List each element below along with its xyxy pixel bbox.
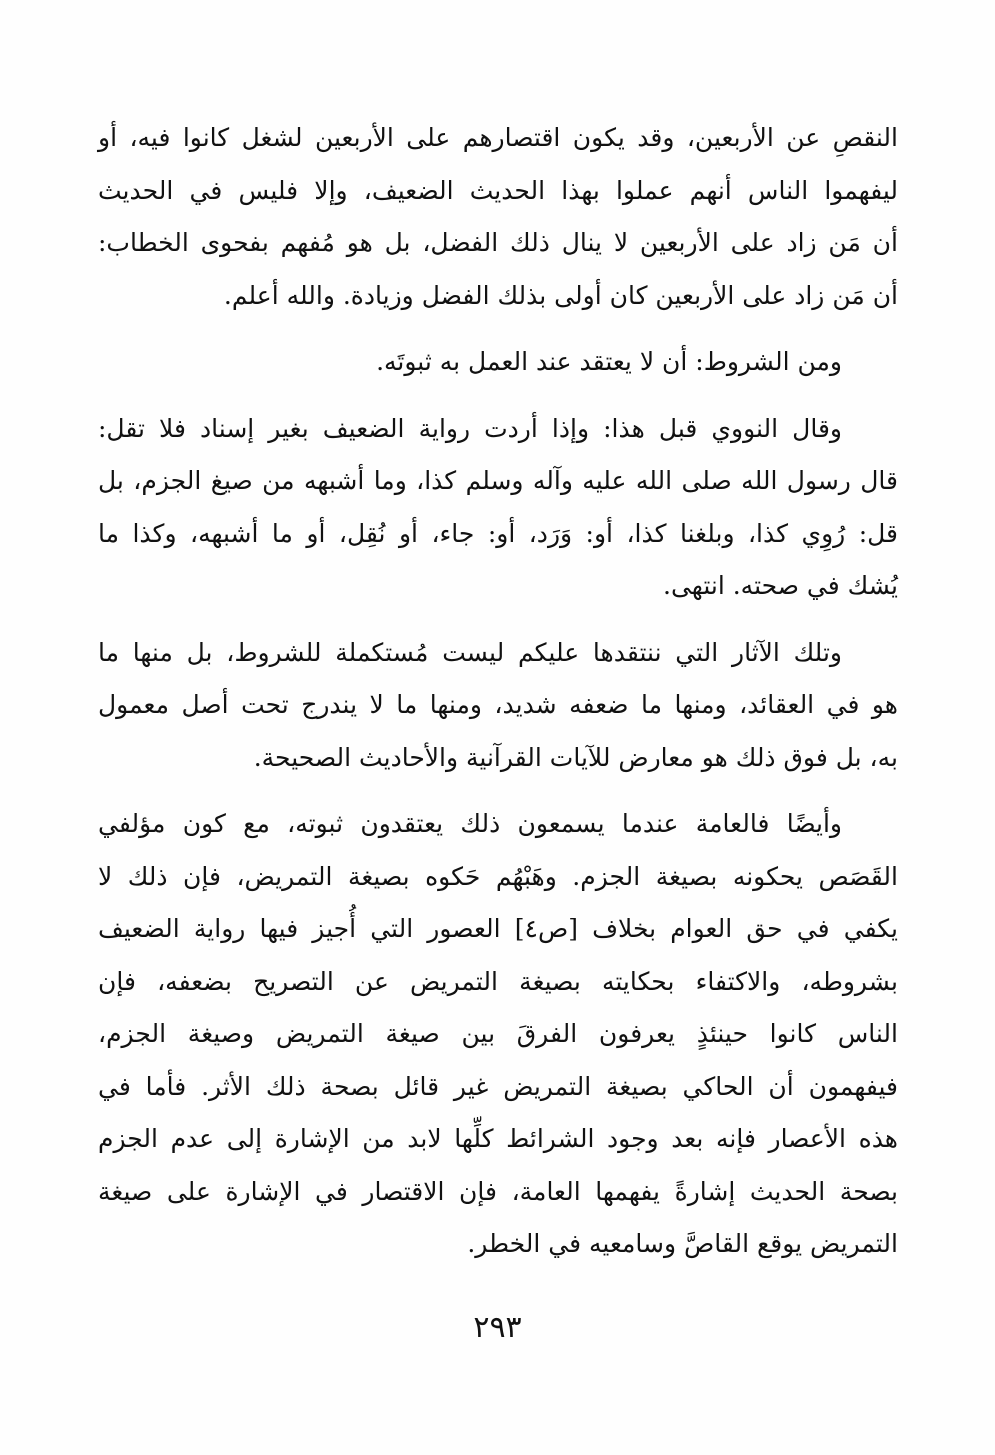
text-line-content: وتلك الآثار التي ننتقدها عليكم ليست مُستكملة للشروط، بل منها ما <box>98 637 842 667</box>
page-number: ٢٩٣ <box>473 1310 522 1345</box>
text-line: قل: رُوِي كذا، وبلغنا كذا، أو: وَرَد، أو: جاء، أو نُقِل، أو ما أشبهه، وكذا ما <box>98 518 898 548</box>
paragraph-3 <box>98 403 898 613</box>
text-line: أن مَن زاد على الأربعين كان أولى بذلك الفضل وزيادة. والله أعلم. <box>223 280 898 310</box>
text-line-content: وقال النووي قبل هذا: وإذا أردت رواية الضعيف بغير إسناد فلا تقل: <box>98 413 842 443</box>
body-text <box>98 112 898 1271</box>
paragraph-4 <box>98 627 898 785</box>
text-line: الناس كانوا حينئذٍ يعرفون الفرقَ بين صيغة التمريض وصيغة الجزم، <box>98 1019 898 1048</box>
paragraph-5 <box>98 798 898 1271</box>
text-line: هو في العقائد، ومنها ما ضعفه شديد، ومنها ما لا يندرج تحت أصل معمول <box>98 690 898 719</box>
text-line <box>98 798 898 851</box>
text-line: التمريض يوقع القاصَّ وسامعيه في الخطر. <box>467 1229 898 1258</box>
text-line-content: ومن الشروط: أن لا يعتقد عند العمل به ثبوتَه. <box>376 347 842 376</box>
text-line <box>98 336 898 389</box>
text-line: هذه الأعصار فإنه بعد وجود الشرائط كلِّها لابد من الإشارة إلى عدم الجزم <box>98 1124 898 1153</box>
text-line: القَصَص يحكونه بصيغة الجزم. وهَبْهُم حَكوه بصيغة التمريض، فإن ذلك لا <box>98 861 898 891</box>
text-line: فيفهمون أن الحاكي بصيغة التمريض غير قائل بصحة ذلك الأثر. فأما في <box>98 1071 898 1101</box>
text-line-content: وأيضًا فالعامة عندما يسمعون ذلك يعتقدون ثبوته، مع كون مؤلفي <box>98 809 842 838</box>
paragraph-2 <box>98 336 898 389</box>
text-line: النقصِ عن الأربعين، وقد يكون اقتصارهم على الأربعين لشغل كانوا فيه، أو <box>98 123 898 152</box>
text-line <box>98 403 898 456</box>
text-line <box>98 627 898 680</box>
paragraph-1 <box>98 112 898 322</box>
text-line: بشروطه، والاكتفاء بحكايته بصيغة التمريض عن التصريح بضعفه، فإن <box>98 966 898 996</box>
text-line: يكفي في حق العوام بخلاف [ص٤] العصور التي أُجيز فيها رواية الضعيف <box>98 914 898 943</box>
text-line: يُشك في صحته. انتهى. <box>663 571 898 600</box>
text-line: ليفهموا الناس أنهم عملوا بهذا الحديث الضعيف، وإلا فليس في الحديث <box>98 175 898 205</box>
text-line: بصحة الحديث إشارةً يفهمها العامة، فإن الاقتصار في الإشارة على صيغة <box>98 1176 898 1206</box>
text-line: به، بل فوق ذلك هو معارض للآيات القرآنية والأحاديث الصحيحة. <box>253 742 898 772</box>
text-line: أن مَن زاد على الأربعين لا ينال ذلك الفضل، بل هو مُفهم بفحوى الخطاب: <box>98 228 898 257</box>
text-line: قال رسول الله صلى الله عليه وآله وسلم كذا، وما أشبهه من صيغ الجزم، بل <box>98 466 898 495</box>
